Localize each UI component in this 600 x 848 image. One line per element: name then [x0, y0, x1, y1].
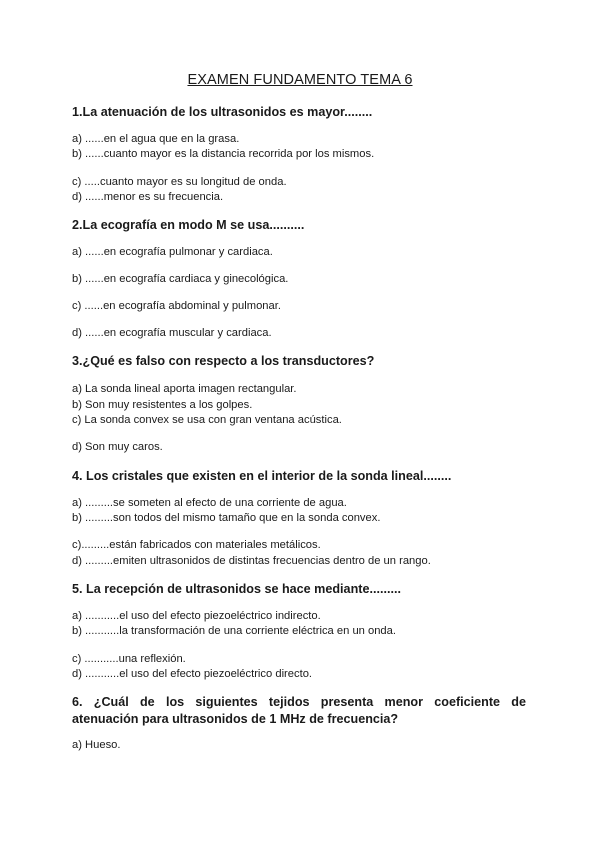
question-4-option-b: b) .........son todos del mismo tamaño que en la sonda convex.: [72, 512, 381, 524]
question-1-option-a: a) ......en el agua que en la grasa.: [72, 133, 240, 145]
question-1: 1.La atenuación de los ultrasonidos es mayor........: [72, 105, 373, 119]
question-4-option-d: d) .........emiten ultrasonidos de distintas frecuencias dentro de un rango.: [72, 555, 431, 567]
question-5-option-d: d) ...........el uso del efecto piezoeléctrico directo.: [72, 668, 313, 680]
question-2: 2.La ecografía en modo M se usa..........: [72, 218, 305, 232]
question-1-option-d: d) ......menor es su frecuencia.: [72, 191, 224, 203]
question-3-option-d: d) Son muy caros.: [72, 441, 163, 453]
question-2-option-d: d) ......en ecografía muscular y cardiaca.: [72, 327, 272, 339]
question-3-option-b: b) Son muy resistentes a los golpes.: [72, 399, 253, 411]
question-6-option-a: a) Hueso.: [72, 739, 121, 751]
question-4-option-a: a) .........se someten al efecto de una corriente de agua.: [72, 497, 347, 509]
question-1-option-c: c) .....cuanto mayor es su longitud de onda.: [72, 176, 287, 188]
question-2-option-b: b) ......en ecografía cardiaca y ginecológica.: [72, 273, 289, 285]
question-5-option-b: b) ...........la transformación de una corriente eléctrica en un onda.: [72, 625, 396, 637]
page-title: EXAMEN FUNDAMENTO TEMA 6: [187, 72, 413, 88]
question-5-option-a: a) ...........el uso del efecto piezoeléctrico indirecto.: [72, 610, 321, 622]
question-2-option-a: a) ......en ecografía pulmonar y cardiaca.: [72, 246, 273, 258]
question-5-option-c: c) ...........una reflexión.: [72, 653, 186, 665]
question-4: 4. Los cristales que existen en el interior de la sonda lineal........: [72, 469, 452, 483]
question-2-option-c: c) ......en ecografía abdominal y pulmonar.: [72, 300, 281, 312]
question-5: 5. La recepción de ultrasonidos se hace mediante.........: [72, 582, 401, 596]
question-1-option-b: b) ......cuanto mayor es la distancia recorrida por los mismos.: [72, 148, 375, 160]
question-4-option-c: c).........están fabricados con materiales metálicos.: [72, 539, 321, 551]
question-3-option-a: a) La sonda lineal aporta imagen rectangular.: [72, 383, 297, 395]
question-6: 6. ¿Cuál de los siguientes tejidos presenta menor coeficiente de atenuación para ultrasonidos de 1 MHz de frecuencia?: [72, 695, 526, 726]
question-3: 3.¿Qué es falso con respecto a los transductores?: [72, 354, 375, 368]
question-3-option-c: c) La sonda convex se usa con gran ventana acústica.: [72, 414, 342, 426]
